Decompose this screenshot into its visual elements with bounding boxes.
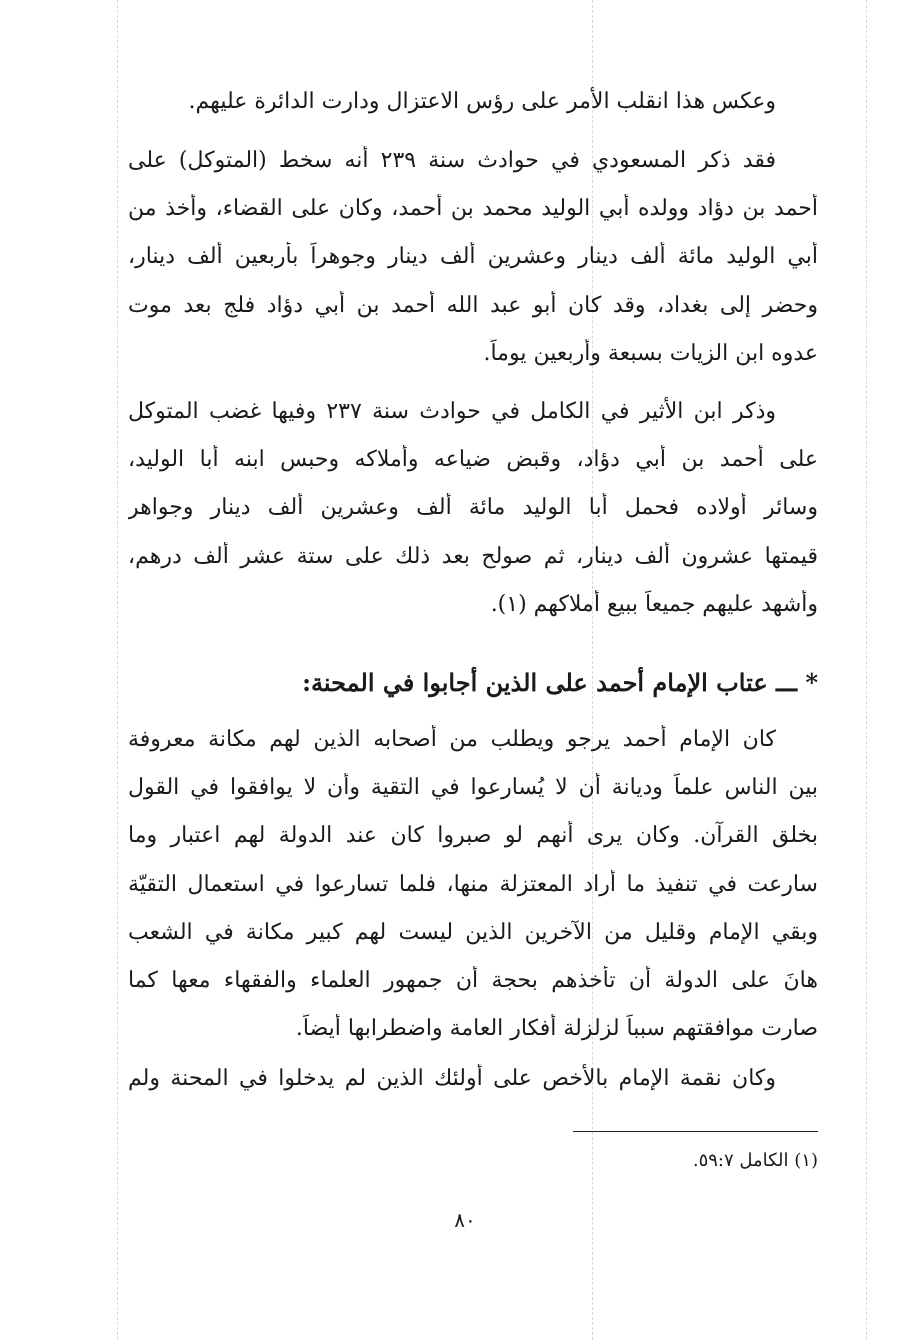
text-line: فقد ذكر المسعودي في حوادث سنة ٢٣٩ أنه سخط (المتوكل) على — [128, 148, 776, 173]
paragraph-2 — [128, 146, 818, 387]
text-line: وحضر إلى بغداد، وقد كان أبو عبد الله أحمد بن أبي دؤاد فلج بعد موت — [128, 292, 818, 318]
text-line: صارت موافقتهم سبباً لزلزلة أفكار العامة واضطرابها أيضاً. — [295, 1016, 818, 1042]
text-line: سارعت في تنفيذ ما أراد المعتزلة منها، فلما تسارعوا في استعمال التقيّة — [128, 871, 818, 897]
page-number: ٨٠ — [454, 1208, 476, 1232]
scan-artifact-line — [117, 0, 118, 1340]
text-line: هانَ على الدولة أن تأخذهم بحجة أن جمهور العلماء والفقهاء معها كما — [128, 967, 818, 993]
text-line: وبقي الإمام وقليل من الآخرين الذين ليست لهم كبير مكانة في الشعب — [128, 919, 818, 945]
paragraph-3 — [128, 397, 818, 638]
footnote-separator — [573, 1131, 818, 1132]
footnote: (١) الكامل ٥٩:٧. — [692, 1150, 818, 1171]
paragraph-5 — [128, 1064, 818, 1112]
text-line: وذكر ابن الأثير في الكامل في حوادث سنة ٢٣٧ وفيها غضب المتوكل — [128, 399, 776, 424]
text-line: وعكس هذا انقلب الأمر على رؤس الاعتزال ودارت الدائرة عليهم. — [188, 89, 776, 114]
text-line: بخلق القرآن. وكان يرى أنهم لو صبروا كان عند الدولة لهم اعتبار وما — [128, 823, 818, 849]
text-line: عدوه ابن الزيات بسبعة وأربعين يوماً. — [483, 340, 818, 366]
paragraph-4 — [128, 725, 818, 1062]
text-line: بين الناس علماً وديانة أن لا يُسارعوا في التقية وأن لا يوافقوا في القول — [128, 775, 818, 801]
text-line: أبي الوليد مائة ألف دينار وعشرين ألف دينار وجوهراً بأربعين ألف دينار، — [128, 244, 818, 270]
section-heading: * ـــ عتاب الإمام أحمد على الذين أجابوا في المحنة: — [302, 668, 818, 697]
text-line: أحمد بن دؤاد وولده أبي الوليد محمد بن أحمد، وكان على القضاء، وأخذ من — [128, 196, 818, 222]
paragraph-1 — [128, 87, 818, 135]
scan-artifact-line — [866, 0, 867, 1340]
text-line: وكان نقمة الإمام بالأخص على أولئك الذين لم يدخلوا في المحنة ولم — [128, 1066, 776, 1091]
text-line: وأشهد عليهم جميعاً ببيع أملاكهم (١). — [490, 591, 818, 617]
text-line: قيمتها عشرون ألف دينار، ثم صولح بعد ذلك على ستة عشر ألف درهم، — [128, 543, 818, 569]
text-line: على أحمد بن أبي دؤاد، وقبض ضياعه وأملاكه وحبس ابنه أبا الوليد، — [128, 447, 818, 473]
text-line: وسائر أولاده فحمل أبا الوليد مائة ألف وعشرين ألف دينار وجواهر — [128, 495, 818, 521]
text-line: كان الإمام أحمد يرجو ويطلب من أصحابه الذين لهم مكانة معروفة — [128, 727, 776, 752]
